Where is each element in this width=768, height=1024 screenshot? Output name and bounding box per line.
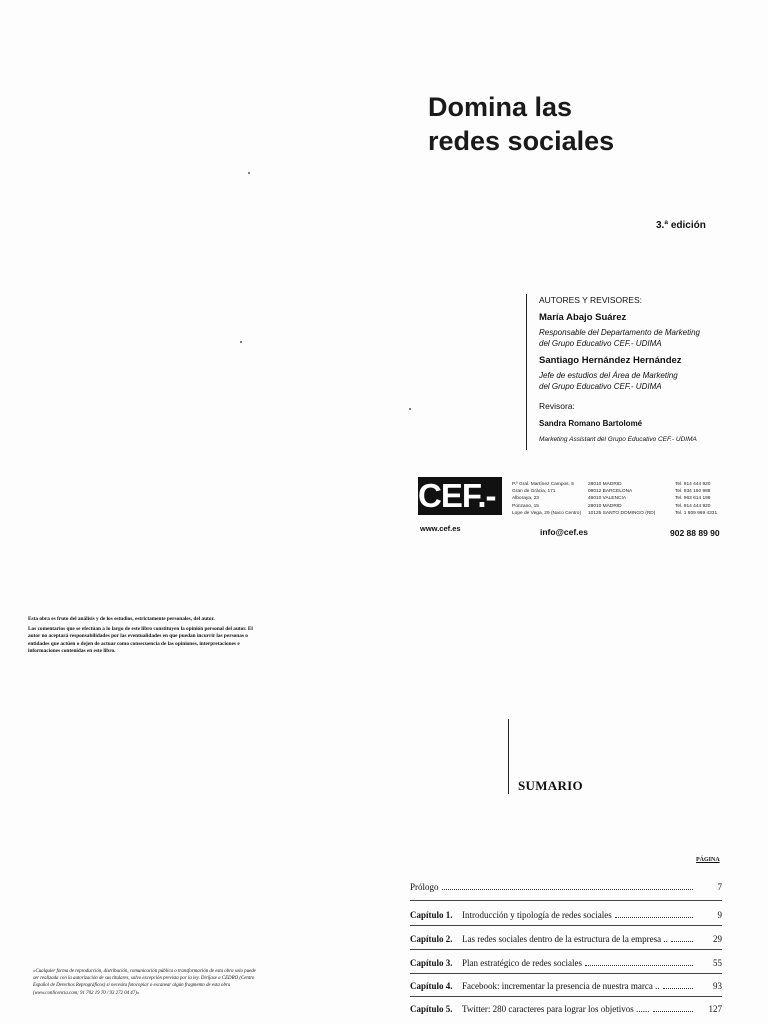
website-link[interactable]: www.cef.es <box>420 524 461 533</box>
book-title-line1: Domina las <box>428 92 573 122</box>
phone-line: Tel. 1 809 969 4331 <box>675 510 718 516</box>
author-role <box>539 327 749 349</box>
toc-entry-number: Capítulo 1. <box>410 910 453 920</box>
scan-speck <box>248 172 250 174</box>
toc-entry-title: Twitter: 280 caracteres para lograr los objetivos ...... <box>462 1004 650 1014</box>
reviewer-name: Sandra Romano Bartolomé <box>539 419 643 428</box>
toc-leader <box>671 941 693 942</box>
authors-heading: AUTORES Y REVISORES: <box>539 295 642 305</box>
publisher-streets <box>512 481 581 517</box>
authors-block <box>539 295 749 445</box>
publisher-phones <box>675 481 717 517</box>
toc-divider <box>410 996 722 997</box>
street-line: Alboraya, 23 <box>512 496 539 502</box>
toc-entry[interactable] <box>410 880 722 894</box>
toc-leader <box>663 988 693 989</box>
street-line: P.º Gral. Martínez Campos, 5 <box>512 482 574 487</box>
scan-speck <box>240 341 242 343</box>
toc-entry-page: 9 <box>717 910 722 920</box>
phone-line: Tel. 914 444 920 <box>675 482 711 487</box>
author-role-line: Responsable del Departamento de Marketing <box>539 328 700 337</box>
legal-notice: «Cualquier forma de reproducción, distribución, comunicación pública o transformación de esta obra solo puede ser realizada con la autorización de sus titulares, salvo excepción prevista por la ley. Diríjase a CEDRO (Centro Español de Derechos Reprográficos) si necesita fotocopiar o escanear algún fragmento de esta obra (www.conlicencia.com; 91 702 19 70 / 93 272 04 47)» <box>33 969 256 996</box>
toc-leader <box>442 889 693 890</box>
disclaimer-p1: Esta obra es fruto del análisis y de los estudios, estrictamente personales, del autor. <box>28 616 215 622</box>
toc-divider <box>410 925 722 926</box>
toc-divider <box>410 973 722 974</box>
scan-speck <box>409 408 411 410</box>
toc-entry[interactable] <box>410 932 722 946</box>
author-role-line: Jefe de estudios del Área de Marketing <box>539 371 678 380</box>
author-name: Santiago Hernández Hernández <box>539 355 682 366</box>
toc-page-label: PÁGINA <box>696 857 720 863</box>
toc-entry[interactable] <box>410 979 722 993</box>
author-role <box>539 370 749 392</box>
toc-heading: SUMARIO <box>518 778 583 793</box>
book-title-line2: redes sociales <box>428 126 615 156</box>
street-line: Ponzano, 15 <box>512 503 539 509</box>
toc-entry-title: Las redes sociales dentro de la estructura de la empresa .. <box>462 934 668 944</box>
reviewer-label: Revisora: <box>539 401 575 411</box>
email-link[interactable]: info@cef.es <box>540 527 588 537</box>
toc-divider <box>410 949 722 950</box>
phone-line: Tel. 963 614 199 <box>675 496 711 502</box>
author-name: María Abajo Suárez <box>539 312 627 323</box>
phone-line: Tel. 914 444 920 <box>675 503 711 509</box>
city-line: 10125 SANTO DOMINGO (RD) <box>588 510 656 516</box>
toc-entry-number: Capítulo 3. <box>410 958 453 968</box>
toc-leader <box>653 1011 693 1012</box>
city-line: 28010 MADRID <box>588 482 622 487</box>
toc-entry-page: 7 <box>717 882 722 892</box>
book-title <box>428 90 614 158</box>
toc-entry[interactable] <box>410 908 722 922</box>
authors-divider <box>526 294 527 450</box>
toc-leader <box>615 917 693 918</box>
toc-entry[interactable] <box>410 956 722 970</box>
author-role-line: del Grupo Educativo CEF.- UDIMA <box>539 339 662 348</box>
toc-entry[interactable] <box>410 1002 722 1016</box>
cef-logo: CEF.- <box>418 477 502 515</box>
toc-entry-page: 55 <box>713 958 722 968</box>
street-line: Gran de Gràcia, 171 <box>512 489 556 495</box>
city-line: 28010 MADRID <box>588 503 622 509</box>
toc-entry-page: 127 <box>708 1004 722 1014</box>
street-line: Lope de Vega, 29 (Naco Centro) <box>512 510 582 516</box>
phone-line: Tel. 934 150 988 <box>675 489 711 495</box>
toc-entry-title: Prólogo <box>410 882 439 892</box>
toc-entry-title: Facebook: incrementar la presencia de nuestra marca .. <box>462 981 660 991</box>
city-line: 08012 BARCELONA <box>588 489 633 495</box>
disclaimer-note <box>28 616 254 658</box>
toc-entry-number: Capítulo 5. <box>410 1004 453 1014</box>
toc-entry-number: Capítulo 2. <box>410 934 453 944</box>
toc-entry-title: Plan estratégico de redes sociales <box>462 958 582 968</box>
toc-entry-page: 93 <box>713 981 722 991</box>
toc-divider <box>410 900 722 901</box>
city-line: 46010 VALENCIA <box>588 496 627 502</box>
author-role-line: del Grupo Educativo CEF.- UDIMA <box>539 382 662 391</box>
disclaimer-p2: Los comentarios que se efectúan a lo largo de este libro constituyen la opinión personal del autor. El autor no aceptará responsabilidades por las eventualidades en que puedan incurrir las personas o entidades que actúen o dejen de actuar como consecuencia de las opiniones, interpretaciones e informaciones contenidas en este libro. <box>28 625 253 655</box>
edition-label: 3.ª edición <box>656 220 706 231</box>
publisher-cities <box>588 481 655 517</box>
toc-leader <box>585 965 693 966</box>
sumario-divider <box>508 719 509 794</box>
toc-entry-page: 29 <box>713 934 722 944</box>
reviewer-role: Marketing Assistant del Grupo Educativo CEF.- UDIMA <box>539 436 697 443</box>
toc-entry-title: Introducción y tipología de redes sociales <box>462 910 612 920</box>
toc-entry-number: Capítulo 4. <box>410 981 453 991</box>
main-phone: 902 88 89 90 <box>670 528 720 538</box>
